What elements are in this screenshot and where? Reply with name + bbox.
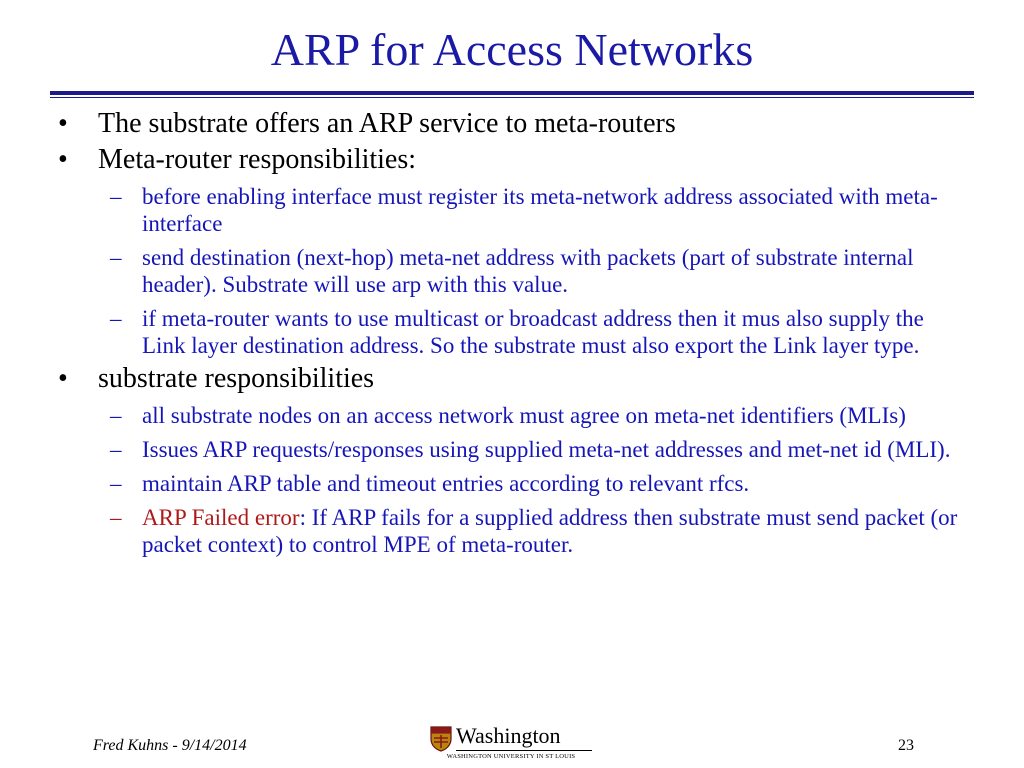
footer-author-date: Fred Kuhns - 9/14/2014	[93, 737, 247, 754]
sub-bullet-item	[110, 305, 958, 359]
university-logo	[430, 723, 592, 762]
sub-bullet-text: before enabling interface must register its meta-network address associated with meta-interface	[142, 184, 938, 236]
sub-bullet-item	[110, 183, 958, 237]
dash-marker: –	[110, 471, 122, 496]
sub-bullet-item	[110, 504, 958, 558]
sub-bullet-text: send destination (next-hop) meta-net address with packets (part of substrate internal header). Substrate will use arp with this value.	[142, 245, 914, 297]
bullet-item	[58, 108, 958, 140]
university-shield-icon	[430, 726, 452, 752]
logo-wordmark: Washington	[456, 723, 561, 748]
sub-bullet-item	[110, 436, 958, 463]
dash-marker: –	[110, 437, 122, 462]
dash-marker: –	[110, 403, 122, 428]
sub-bullet-item	[110, 470, 958, 497]
bullet-marker: •	[58, 144, 68, 175]
bullet-text: The substrate offers an ARP service to meta-routers	[98, 108, 676, 139]
bullet-text: Meta-router responsibilities:	[98, 144, 417, 175]
slide-title: ARP for Access Networks	[270, 24, 754, 75]
error-highlight: ARP Failed error	[142, 505, 300, 530]
sub-bullet-text: : If ARP fails for a supplied address then substrate must send packet (or packet context) to control MPE of meta-router.	[142, 505, 958, 557]
logo-rule	[456, 750, 592, 751]
slide-content	[58, 104, 958, 558]
dash-marker: –	[110, 306, 122, 331]
bullet-marker: •	[58, 108, 68, 139]
bullet-item	[58, 363, 958, 395]
sub-bullet-text: if meta-router wants to use multicast or broadcast address then it mus also supply the Link layer destination address. So the substrate must also export the Link layer type.	[142, 306, 924, 358]
title-rule-thin	[50, 97, 974, 98]
bullet-marker: •	[58, 363, 68, 394]
sub-bullet-text: maintain ARP table and timeout entries according to relevant rfcs.	[142, 471, 750, 496]
dash-marker: –	[110, 245, 122, 270]
sub-bullet-text: all substrate nodes on an access network must agree on meta-net identifiers (MLIs)	[142, 403, 906, 428]
page-number: 23	[898, 737, 914, 754]
dash-marker: –	[110, 184, 122, 209]
sub-bullet-item	[110, 402, 958, 429]
title-rule-thick	[50, 91, 974, 95]
sub-bullet-text: Issues ARP requests/responses using supplied meta-net addresses and met-net id (MLI).	[142, 437, 951, 462]
sub-bullet-item	[110, 244, 958, 298]
dash-marker: –	[110, 505, 122, 530]
bullet-item	[58, 144, 958, 176]
logo-subtitle: WASHINGTON UNIVERSITY IN ST LOUIS	[446, 753, 576, 760]
bullet-text: substrate responsibilities	[98, 363, 375, 394]
